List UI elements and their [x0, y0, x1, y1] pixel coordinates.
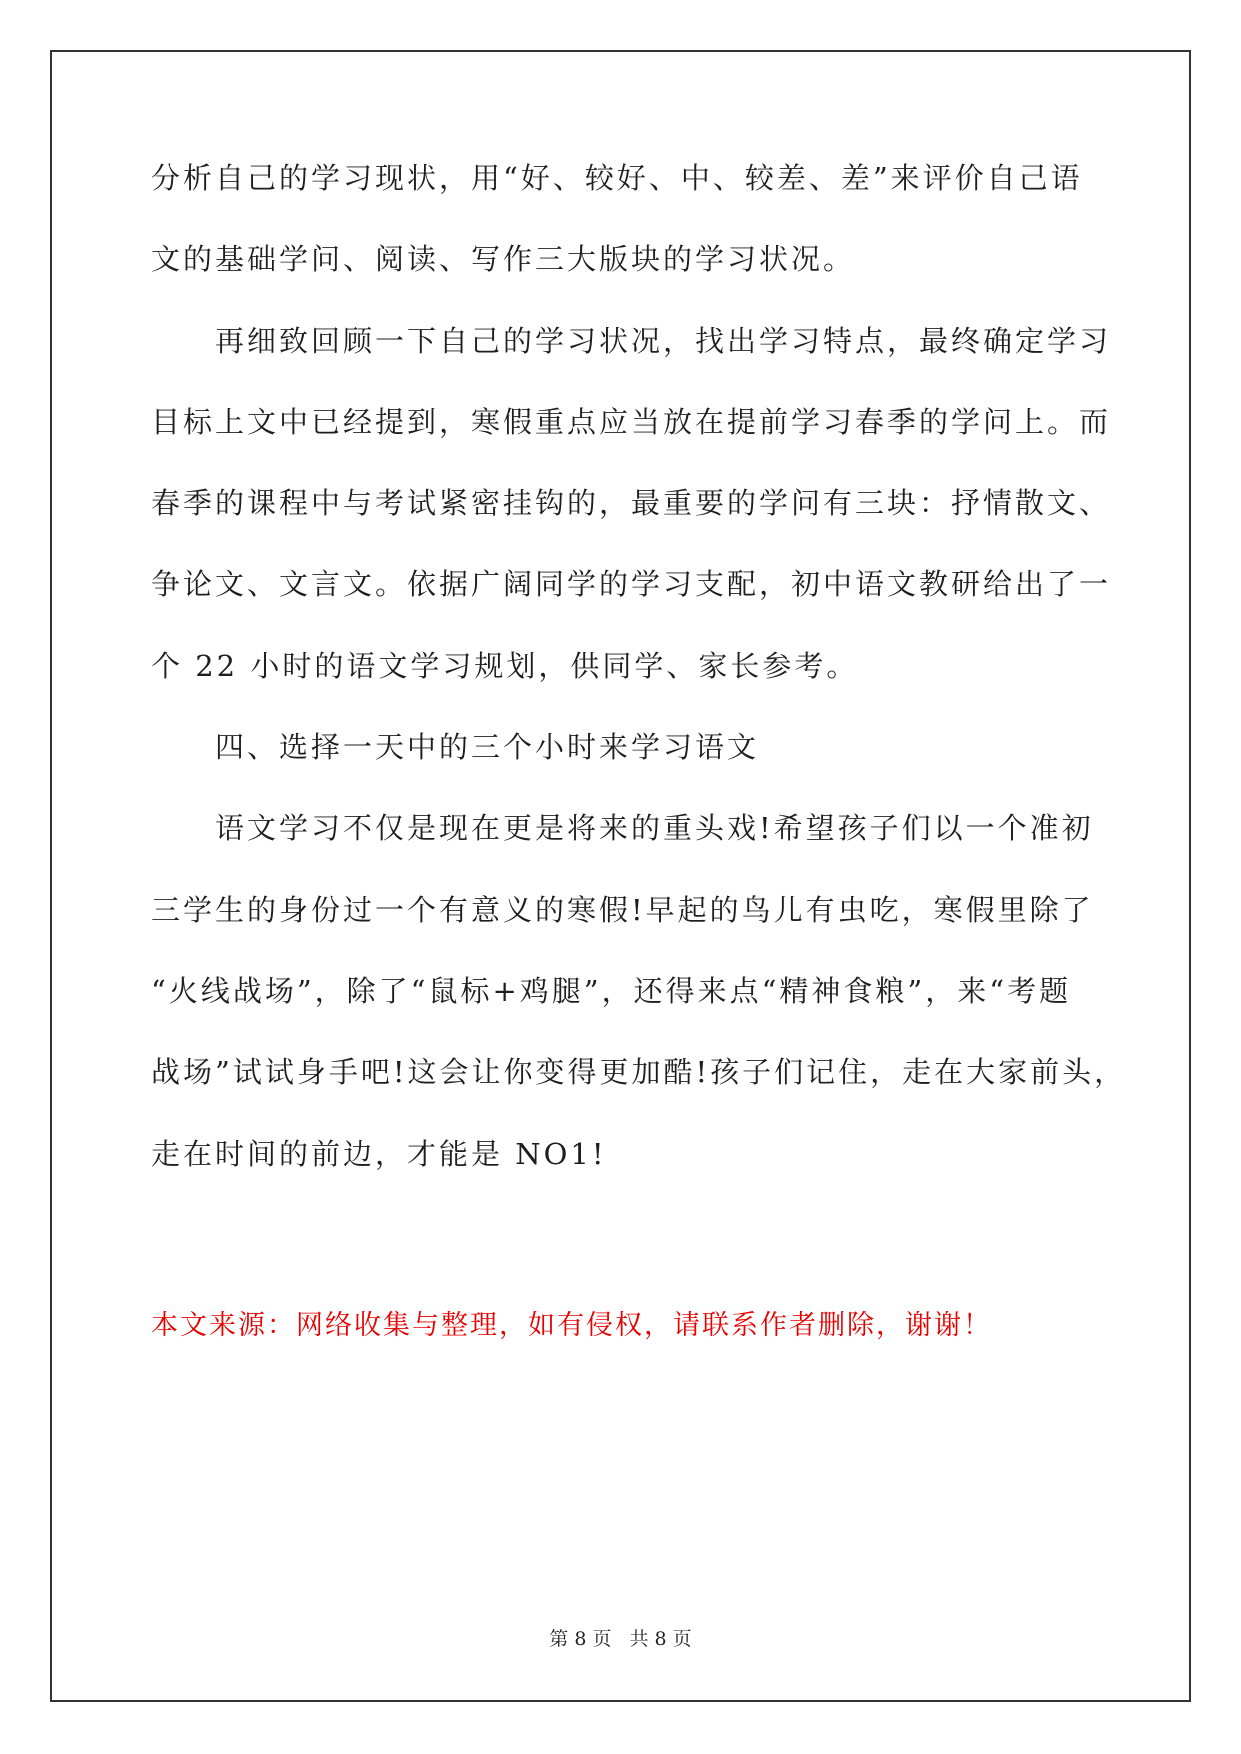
- body-line-3: 再细致回顾一下自己的学习状况，找出学习特点，最终确定学习: [215, 323, 1112, 358]
- body-line-4: 目标上文中已经提到，寒假重点应当放在提前学习春季的学问上。而: [151, 404, 1112, 439]
- body-line-5: 春季的课程中与考试紧密挂钩的，最重要的学问有三块：抒情散文、: [151, 486, 1112, 521]
- body-line-6: 争论文、文言文。依据广阔同学的学习支配，初中语文教研给出了一: [151, 567, 1112, 602]
- document-body: [151, 161, 1127, 1220]
- body-line-1: 分析自己的学习现状，用“好、较好、中、较差、差”来评价自己语: [151, 161, 1083, 195]
- page-number-total: 共 8 页: [629, 1628, 692, 1650]
- page-number-current: 第 8 页: [549, 1628, 612, 1650]
- section-heading: 四、选择一天中的三个小时来学习语文: [215, 730, 760, 765]
- source-notice: 本文来源：网络收集与整理，如有侵权，请联系作者删除，谢谢！: [151, 1310, 992, 1341]
- body-line-12: 战场”试试身手吧!这会让你变得更加酷!孩子们记住，走在大家前头，: [151, 1055, 1127, 1090]
- body-line-9: 语文学习不仅是现在更是将来的重头戏!希望孩子们以一个准初: [215, 811, 1094, 846]
- body-line-11: “火线战场”，除了“鼠标+鸡腿”，还得来点“精神食粮”，来“考题: [151, 973, 1072, 1008]
- body-line-10: 三学生的身份过一个有意义的寒假!早起的鸟儿有虫吃，寒假里除了: [151, 892, 1094, 927]
- body-line-7: 个 22 小时的语文学习规划，供同学、家长参考。: [151, 648, 859, 683]
- body-line-13: 走在时间的前边，才能是 NO1!: [151, 1136, 607, 1171]
- body-line-2: 文的基础学问、阅读、写作三大版块的学习状况。: [151, 242, 856, 277]
- page-footer: [0, 1624, 1241, 1651]
